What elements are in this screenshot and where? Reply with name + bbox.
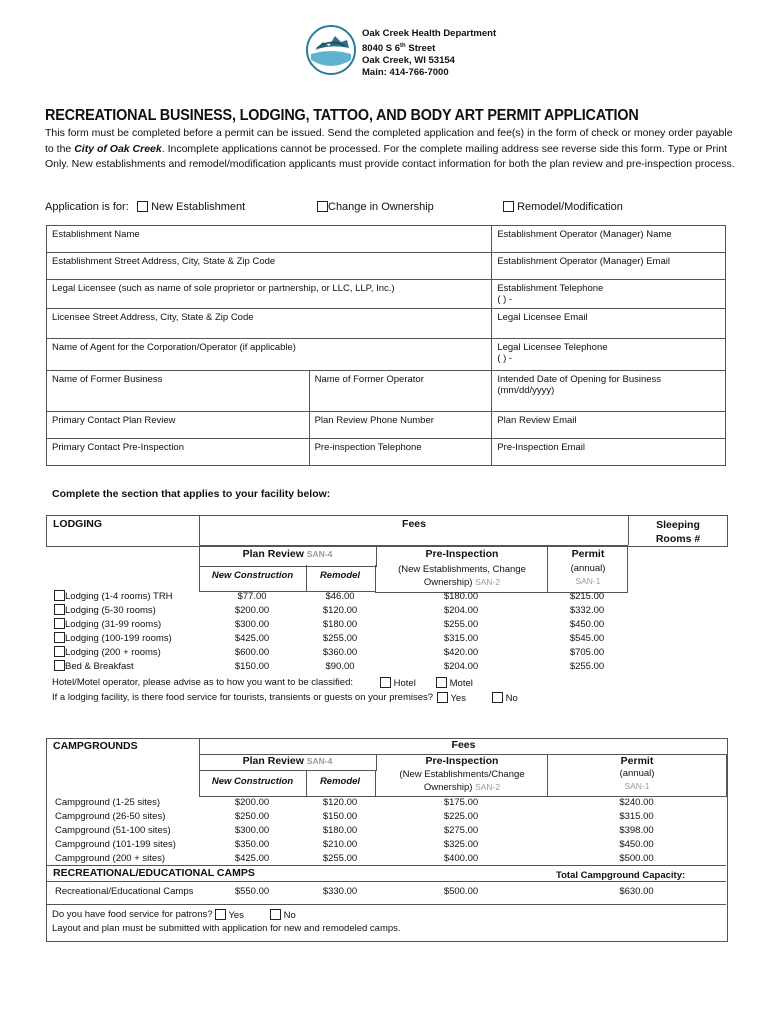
department-street: 8040 S 6th Street [362,43,436,55]
department-header [362,28,496,79]
lodging-pre-inspection: Pre-Inspection [425,548,499,560]
page-title: RECREATIONAL BUSINESS, LODGING, TATTOO, AND BODY ART PERMIT APPLICATION [45,107,639,124]
checkbox[interactable] [317,201,328,212]
department-phone: Main: 414-766-7000 [362,67,449,79]
campground-annual: (annual) [619,768,655,779]
plan-review-phone-field[interactable]: Plan Review Phone Number [309,412,492,439]
recreational-camps-table [52,885,726,899]
table-row: Campground (26-50 sites) $250.00 $150.00 $225.00 $315.00 [55,811,654,822]
checkbox[interactable] [436,677,447,688]
oak-creek-logo [305,24,357,76]
legal-licensee-field[interactable]: Legal Licensee (such as name of sole proprietor or partnership, or LLC, LLP, Inc.) [47,280,492,309]
campground-fee-table [52,796,726,866]
table-row: Campground (1-25 sites) $200.00 $120.00 $175.00 $240.00 [55,797,654,808]
campground-remodel: Remodel [319,776,361,787]
operator-name-field[interactable]: Establishment Operator (Manager) Name [492,226,726,253]
table-row: Lodging (31-99 rooms) $300.00 $180.00 $255.00 $450.00 [52,618,627,632]
checkbox[interactable] [215,909,226,920]
checkbox[interactable] [503,201,514,212]
lodging-annual: (annual) [570,563,606,574]
campground-fees-heading: Fees [451,739,476,751]
campground-pre-inspection: Pre-Inspection [425,755,499,767]
checkbox[interactable] [54,604,65,615]
camp-food-question: Do you have food service for patrons? [52,909,213,920]
checkbox[interactable] [137,201,148,212]
licensee-email-field[interactable]: Legal Licensee Email [492,309,726,339]
checkbox[interactable] [492,692,503,703]
option-hotel[interactable]: Hotel [380,677,416,689]
lodging-fees-heading: Fees [402,518,426,530]
intro-paragraph: This form must be completed before a permit can be issued. Send the completed application and fee(s) in the form of check or money order payable to the City of Oak Creek. Incomplete applications cannot be processed. For the complete mailing address see reverse side this form. Type or Print Only. New establishments and remodel/modification applicants must provide contact information for both the plan review and pre-inspection process. [45,127,735,170]
establishment-telephone-field[interactable]: Establishment Telephone ( ) - [492,280,726,309]
opening-date-field[interactable]: Intended Date of Opening for Business (mm/dd/yyyy) [492,371,726,412]
table-row: Lodging (100-199 rooms) $425.00 $255.00 $315.00 $545.00 [52,632,627,646]
checkbox[interactable] [54,660,65,671]
table-row: Campground (51-100 sites) $300.00 $180.00 $275.00 $398.00 [55,825,654,836]
plan-review-contact-field[interactable]: Primary Contact Plan Review [47,412,310,439]
operator-email-field[interactable]: Establishment Operator (Manager) Email [492,253,726,280]
checkbox[interactable] [437,692,448,703]
campground-pre-inspection-note: (New Establishments/Change Ownership) SAN-2 [399,769,525,793]
table-row: Lodging (1-4 rooms) TRH $77.00 $46.00 $180.00 $215.00 [52,590,627,604]
plan-review-email-field[interactable]: Plan Review Email [492,412,726,439]
department-name: Oak Creek Health Department [362,28,497,39]
recreational-camps-heading: RECREATIONAL/EDUCATIONAL CAMPS [53,867,255,879]
former-operator-field[interactable]: Name of Former Operator [309,371,492,412]
campground-san1: SAN-1 [624,781,650,791]
option-motel[interactable]: Motel [436,677,473,689]
table-row: Lodging (200 + rooms) $600.00 $360.00 $420.00 $705.00 [52,646,627,660]
lodging-heading: LODGING [53,518,102,530]
lodging-new-construction: New Construction [211,570,294,581]
campground-plan-review: Plan Review SAN-4 [242,755,333,767]
checkbox[interactable] [54,646,65,657]
checkbox[interactable] [270,909,281,920]
pre-inspection-email-field[interactable]: Pre-Inspection Email [492,439,726,466]
checkbox[interactable] [54,590,65,601]
pre-inspection-phone-field[interactable]: Pre-inspection Telephone [309,439,492,466]
establishment-name-field[interactable]: Establishment Name [47,226,492,253]
hotel-motel-question: Hotel/Motel operator, please advise as to how you want to be classified: [52,677,354,688]
total-capacity-label: Total Campground Capacity: [556,870,686,881]
lodging-san1: SAN-1 [575,576,601,586]
checkbox[interactable] [54,632,65,643]
campground-new-construction: New Construction [211,776,294,787]
checkbox[interactable] [54,618,65,629]
lodging-plan-review: Plan Review SAN-4 [242,548,333,560]
option-change-ownership[interactable]: Change in Ownership [317,201,434,213]
campgrounds-heading: CAMPGROUNDS [53,740,138,752]
table-row: Campground (101-199 sites) $350.00 $210.00 $325.00 $450.00 [55,839,654,850]
lodging-fee-table [52,590,627,674]
establishment-address-field[interactable]: Establishment Street Address, City, State & Zip Code [47,253,492,280]
establishment-info-table [46,225,726,466]
option-camp-food-yes[interactable]: Yes [215,909,244,921]
option-food-yes[interactable]: Yes [437,692,466,704]
lodging-permit: Permit [571,548,605,560]
option-food-no[interactable]: No [492,692,518,704]
option-remodel[interactable]: Remodel/Modification [503,201,623,213]
layout-note: Layout and plan must be submitted with application for new and remodeled camps. [52,923,401,934]
licensee-address-field[interactable]: Licensee Street Address, City, State & Zip Code [47,309,492,339]
lodging-pre-inspection-note: (New Establishments, Change Ownership) SAN-2 [398,564,526,588]
sleeping-rooms-heading: Sleeping Rooms # [655,519,701,545]
campground-permit: Permit [620,755,654,767]
table-row: Bed & Breakfast $150.00 $90.00 $204.00 $255.00 [52,660,627,674]
option-camp-food-no[interactable]: No [270,909,296,921]
pre-inspection-contact-field[interactable]: Primary Contact Pre-Inspection [47,439,310,466]
checkbox[interactable] [380,677,391,688]
city-name: City of Oak Creek [74,142,162,155]
option-new-establishment[interactable]: New Establishment [137,201,245,213]
food-service-question: If a lodging facility, is there food service for tourists, transients or guests on your premises? [52,692,434,703]
lodging-remodel: Remodel [319,570,361,581]
former-business-field[interactable]: Name of Former Business [47,371,310,412]
table-row: Recreational/Educational Camps $550.00 $330.00 $500.00 $630.00 [55,886,654,897]
licensee-telephone-field[interactable]: Legal Licensee Telephone ( ) - [492,339,726,371]
table-row: Campground (200 + sites) $425.00 $255.00 $400.00 $500.00 [55,853,654,864]
agent-name-field[interactable]: Name of Agent for the Corporation/Operator (if applicable) [47,339,492,371]
complete-section-note: Complete the section that applies to your facility below: [52,488,331,500]
department-city: Oak Creek, WI 53154 [362,55,455,67]
table-row: Lodging (5-30 rooms) $200.00 $120.00 $204.00 $332.00 [52,604,627,618]
application-for-label: Application is for: [45,201,129,213]
